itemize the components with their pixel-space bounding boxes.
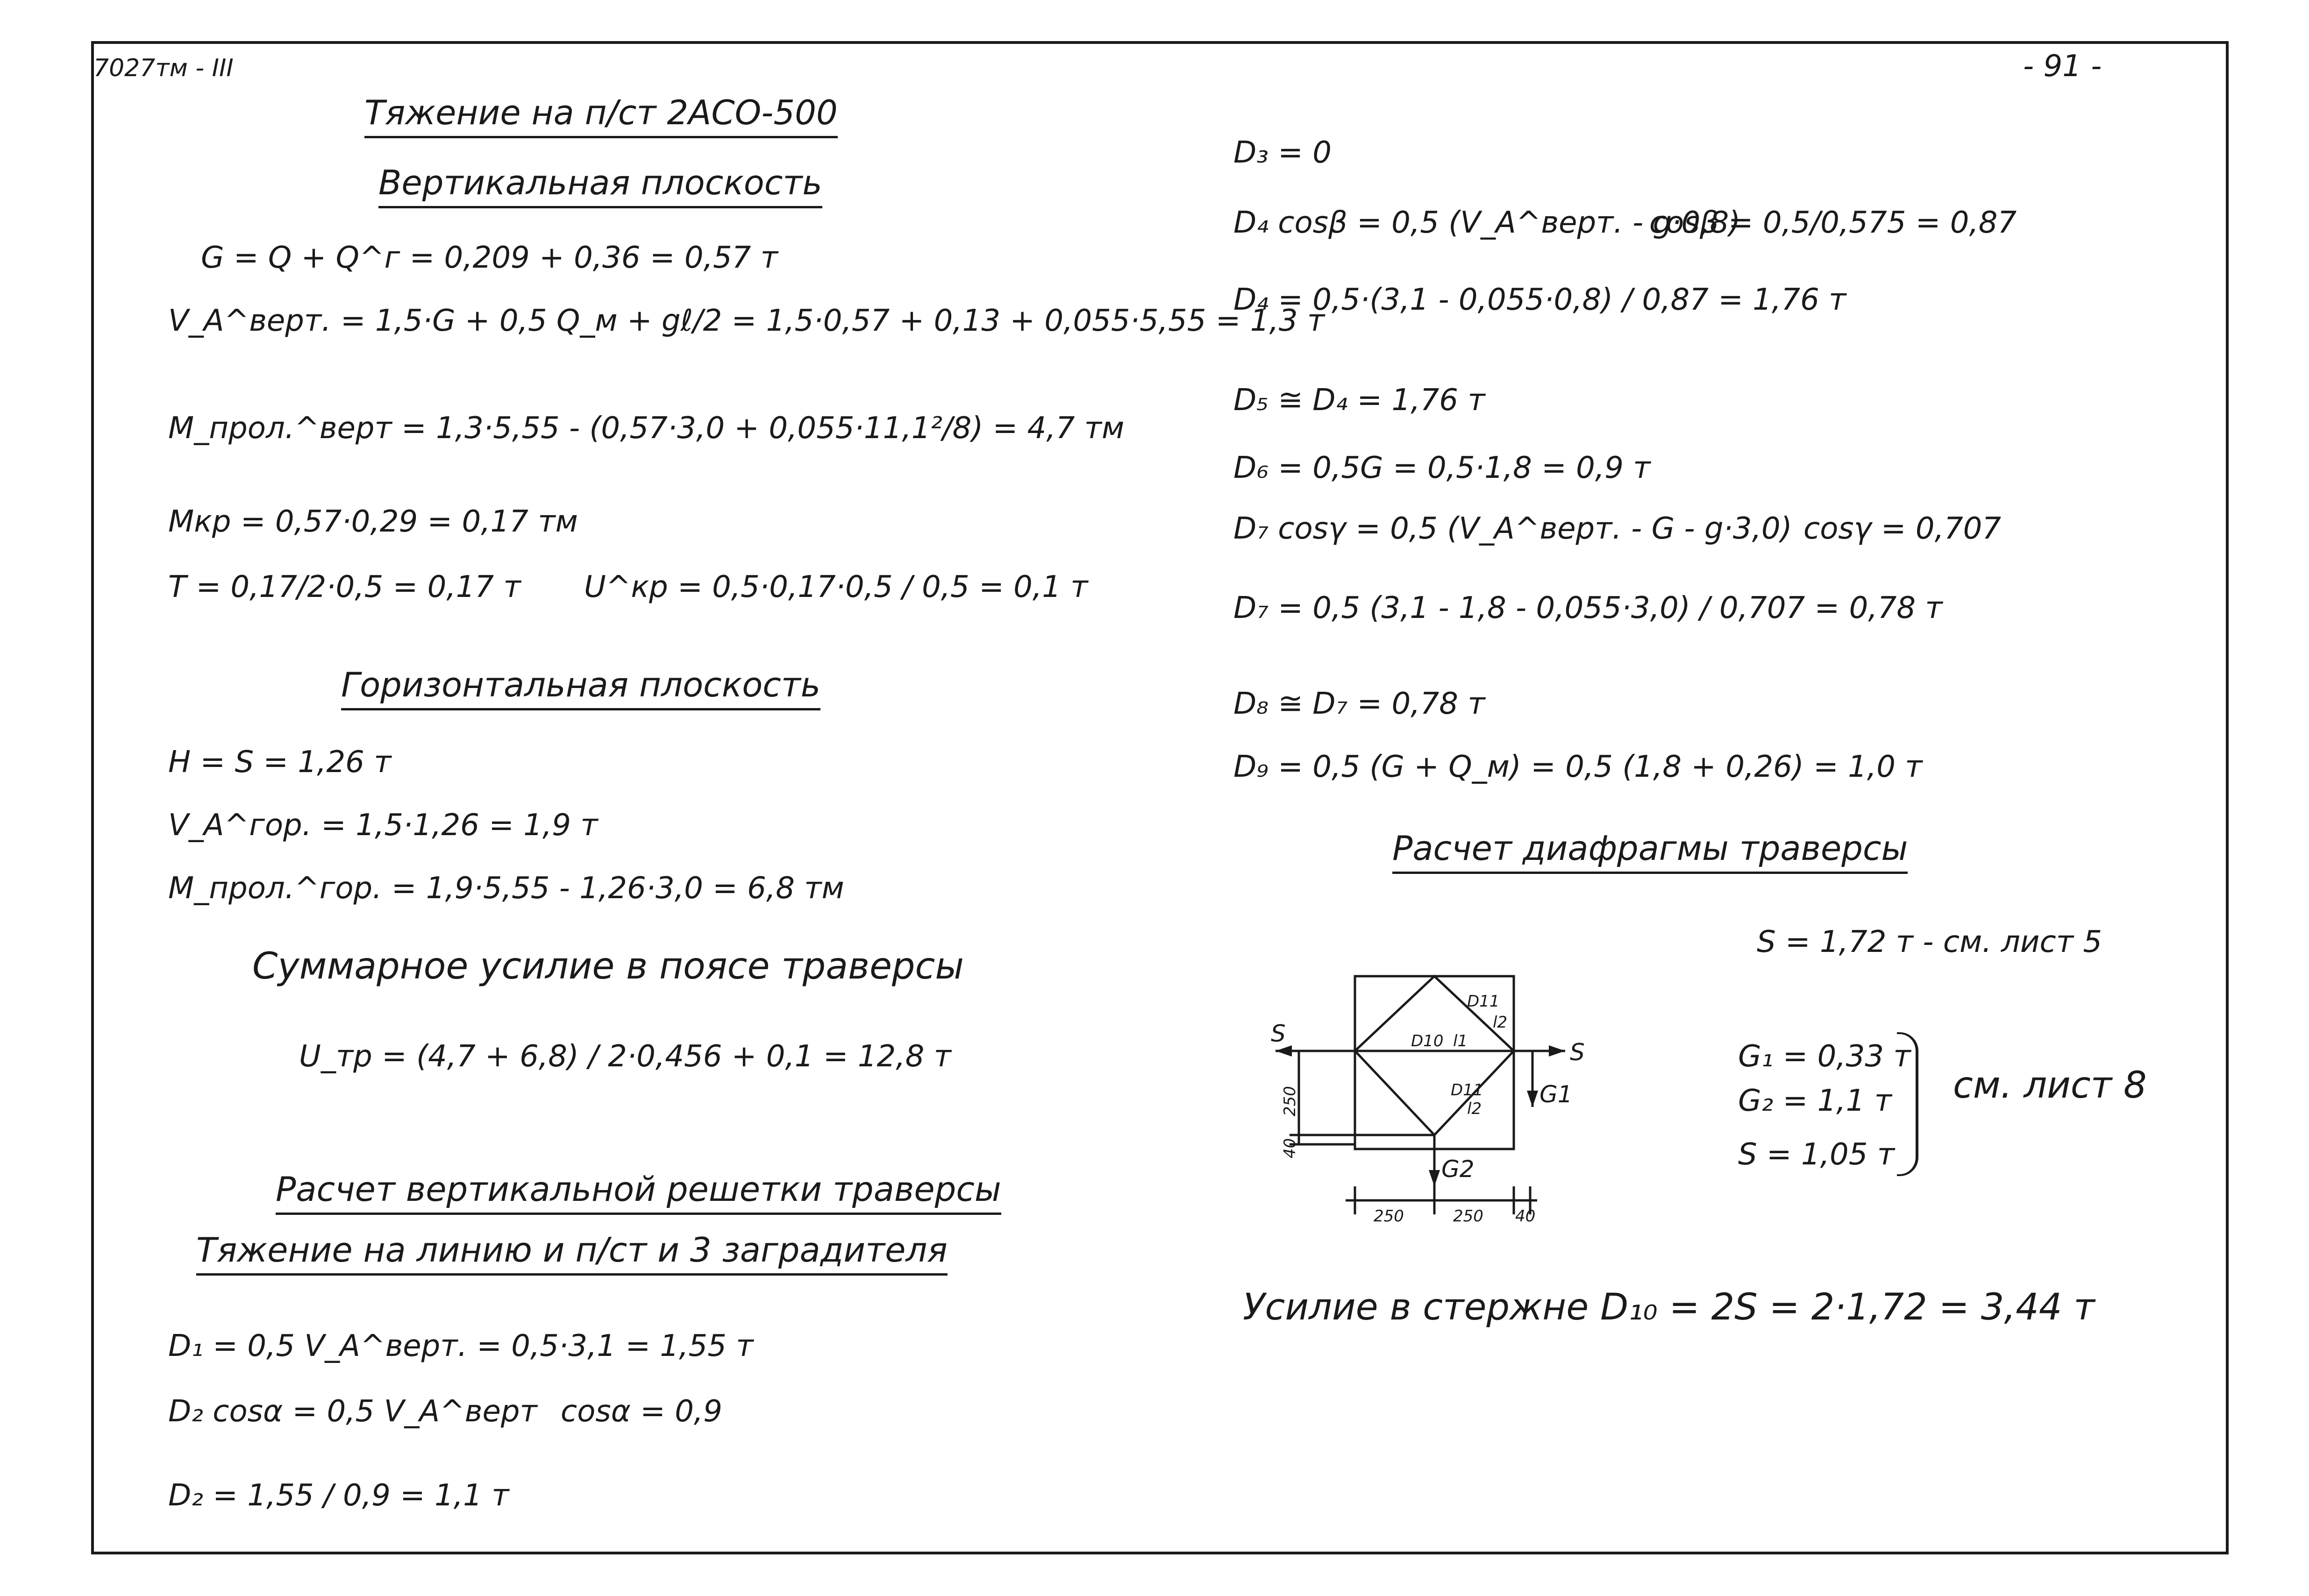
label-D11-bottom: D11 — [1451, 1081, 1483, 1099]
formula-T: T = 0,17/2·0,5 = 0,17 т — [168, 570, 521, 604]
load-G1: G₁ = 0,33 т — [1738, 1039, 1911, 1074]
dim-40: 40 — [1515, 1207, 1536, 1226]
dim-250-left: 250 — [1374, 1207, 1404, 1226]
formula-cos-gamma: cosγ = 0,707 — [1803, 511, 2002, 546]
formula-M-prol-vert: M_прол.^верт = 1,3·5,55 - (0,57·3,0 + 0,055·11,1²/8) = 4,7 тм — [168, 411, 1125, 446]
load-reference: см. лист 8 — [1953, 1064, 2147, 1107]
label-l1: l1 — [1453, 1032, 1468, 1050]
brace — [1897, 1032, 1918, 1176]
label-D11-top: D11 — [1467, 992, 1500, 1011]
arrowhead-g2 — [1429, 1170, 1440, 1186]
label-G2: G2 — [1441, 1156, 1475, 1183]
formula-H: H = S = 1,26 т — [168, 745, 392, 780]
title-tension-line: Тяжение на линию и п/ст и 3 заградителя — [196, 1233, 948, 1276]
title-diaphragm: Расчет диафрагмы траверсы — [1392, 831, 1908, 874]
formula-D4: D₄ = 0,5·(3,1 - 0,055·0,8) / 0,87 = 1,76 т — [1233, 283, 1846, 317]
formula-D7: D₇ = 0,5 (3,1 - 1,8 - 0,055·3,0) / 0,707 = 0,78 т — [1233, 591, 1943, 625]
formula-VA-hor: V_A^гор. = 1,5·1,26 = 1,9 т — [168, 808, 598, 843]
label-l2-top: l2 — [1493, 1013, 1508, 1032]
formula-D10: Усилие в стержне D₁₀ = 2S = 2·1,72 = 3,44 т — [1243, 1286, 2095, 1328]
arrowhead-g1 — [1527, 1091, 1538, 1107]
page-number: - 91 - — [2023, 49, 2102, 84]
formula-D4-cos: D₄ cosβ = 0,5 (V_A^верт. - g·0,8) — [1233, 206, 1741, 240]
heading-total-force: Суммарное усилие в поясе траверсы — [252, 945, 964, 987]
dim-vertical-250: 250 — [1281, 1086, 1299, 1116]
arrowhead-s-right — [1549, 1045, 1565, 1057]
formula-D8: D₈ ≅ D₇ = 0,78 т — [1233, 687, 1485, 721]
formula-D5: D₅ ≅ D₄ = 1,76 т — [1233, 383, 1485, 418]
formula-M-prol-hor: M_прол.^гор. = 1,9·5,55 - 1,26·3,0 = 6,8 тм — [168, 871, 844, 906]
formula-U-kr: U^кр = 0,5·0,17·0,5 / 0,5 = 0,1 т — [584, 570, 1088, 604]
diaphragm-diagram — [1238, 953, 1612, 1252]
formula-D1: D₁ = 0,5 V_A^верт. = 0,5·3,1 = 1,55 т — [168, 1329, 754, 1363]
formula-D3: D₃ = 0 — [1233, 135, 1332, 170]
label-l2-bottom: l2 — [1467, 1099, 1482, 1118]
formula-D2-cos: D₂ cosα = 0,5 V_A^верт — [168, 1394, 537, 1429]
drawing-code: 7027тм - III — [93, 54, 234, 82]
title-vertical-plane: Вертикальная плоскость — [378, 166, 822, 208]
load-G2: G₂ = 1,1 т — [1738, 1084, 1892, 1118]
formula-G: G = Q + Q^г = 0,209 + 0,36 = 0,57 т — [201, 241, 778, 275]
formula-U-tr: U_тр = (4,7 + 6,8) / 2·0,456 + 0,1 = 12,8 т — [299, 1039, 951, 1074]
title-vertical-lattice: Расчет вертикальной решетки траверсы — [276, 1172, 1001, 1215]
formula-D2: D₂ = 1,55 / 0,9 = 1,1 т — [168, 1478, 509, 1513]
dim-250-right: 250 — [1453, 1207, 1483, 1226]
dim-vertical-40: 40 — [1281, 1138, 1299, 1158]
label-S-right: S — [1570, 1039, 1585, 1066]
load-S: S = 1,05 т — [1738, 1137, 1895, 1172]
formula-VA-vert: V_A^верт. = 1,5·G + 0,5 Q_м + gℓ/2 = 1,5·0,57 + 0,13 + 0,055·5,55 = 1,3 т — [168, 304, 1325, 338]
label-D10: D10 — [1411, 1032, 1444, 1050]
title-tension: Тяжение на п/ст 2АСО-500 — [364, 96, 838, 138]
formula-D7-cos: D₇ cosγ = 0,5 (V_A^верт. - G - g·3,0) — [1233, 511, 1792, 546]
formula-D6: D₆ = 0,5G = 0,5·1,8 = 0,9 т — [1233, 451, 1651, 485]
label-G1: G1 — [1539, 1081, 1573, 1108]
formula-D9: D₉ = 0,5 (G + Q_м) = 0,5 (1,8 + 0,26) = 1,0 т — [1233, 750, 1923, 784]
formula-S-ref: S = 1,72 т - см. лист 5 — [1757, 925, 2102, 959]
label-S-left: S — [1271, 1020, 1286, 1047]
formula-Mkr: Mкр = 0,57·0,29 = 0,17 тм — [168, 504, 578, 539]
formula-cos-beta: cosβ = 0,5/0,575 = 0,87 — [1649, 206, 2017, 240]
title-horizontal-plane: Горизонтальная плоскость — [341, 668, 820, 710]
formula-cos-alpha: cosα = 0,9 — [561, 1394, 722, 1429]
